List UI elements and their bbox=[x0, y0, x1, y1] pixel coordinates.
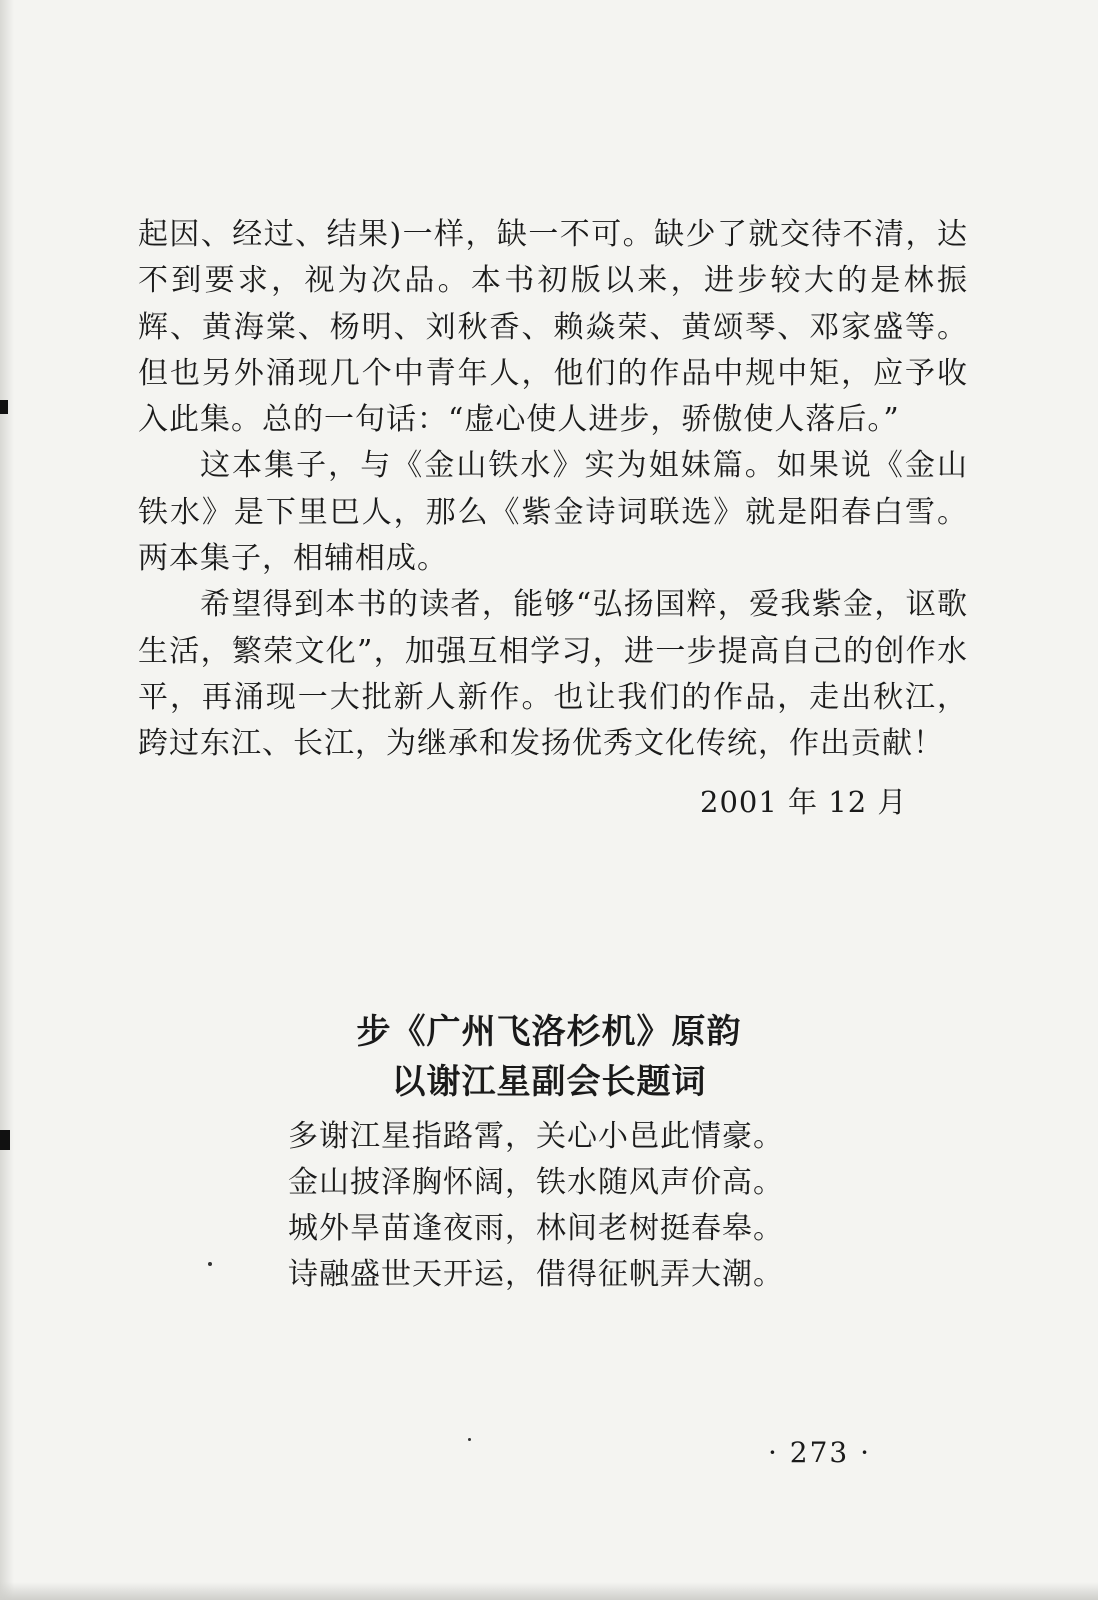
paragraph-continuation: 起因、经过、结果)一样，缺一不可。缺少了就交待不清，达不到要求，视为次品。本书初版以来，进步较大的是林振辉、黄海棠、杨明、刘秋香、赖焱荣、黄颂琴、邓家盛等。但也另外涌现几个中青年人，他们的作品中规中矩，应予收入此集。总的一句话：“虚心使人进步，骄傲使人落后。” bbox=[138, 217, 968, 438]
body-text bbox=[138, 212, 968, 768]
scan-speck bbox=[208, 1262, 212, 1266]
paragraph: 希望得到本书的读者，能够“弘扬国粹，爱我紫金，讴歌生活，繁荣文化”，加强互相学习，进一步提高自己的创作水平，再涌现一大批新人新作。也让我们的作品，走出秋江，跨过东江、长江，为继承和发扬优秀文化传统，作出贡献！ bbox=[138, 587, 968, 762]
date-line: 2001 年 12 月 bbox=[700, 785, 908, 819]
scan-mark bbox=[0, 1130, 10, 1150]
scan-mark bbox=[0, 400, 8, 414]
scan-edge-bottom bbox=[0, 1582, 1098, 1600]
scan-speck bbox=[468, 1438, 471, 1441]
paragraph: 这本集子，与《金山铁水》实为姐妹篇。如果说《金山铁水》是下里巴人，那么《紫金诗词联选》就是阳春白雪。两本集子，相辅相成。 bbox=[138, 448, 968, 577]
poem-body bbox=[288, 1114, 784, 1298]
poem-line: 多谢江星指路霄，关心小邑此情豪。 bbox=[288, 1119, 784, 1154]
poem-line: 城外旱苗逢夜雨，林间老树挺春皋。 bbox=[288, 1211, 784, 1246]
poem-title-line-2: 以谢江星副会长题词 bbox=[391, 1062, 707, 1102]
poem-line: 金山披泽胸怀阔，铁水随风声价高。 bbox=[288, 1165, 784, 1200]
poem-title-line-1: 步《广州飞洛杉机》原韵 bbox=[356, 1012, 742, 1052]
poem-line: 诗融盛世天开运，借得征帆弄大潮。 bbox=[288, 1257, 784, 1292]
scan-edge-left bbox=[0, 0, 14, 1600]
page-number: · 273 · bbox=[768, 1436, 872, 1469]
